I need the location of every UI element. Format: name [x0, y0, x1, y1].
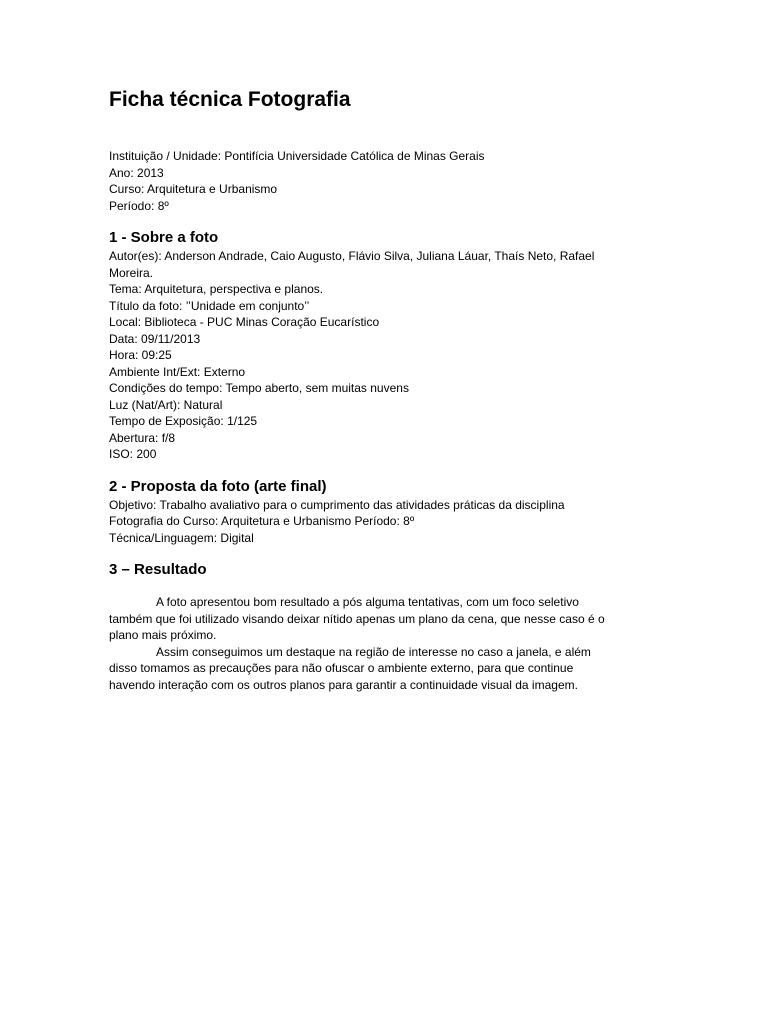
aperture-line: Abertura: f/8	[109, 430, 176, 445]
photo-title-line: Título da foto: ’’Unidade em conjunto’’	[109, 298, 310, 313]
weather-line: Condições do tempo: Tempo aberto, sem muitas nuvens	[109, 381, 409, 395]
exposure-line: Tempo de Exposição: 1/125	[109, 414, 258, 428]
section-heading: 1 - Sobre a foto	[109, 229, 219, 246]
time-line: Hora: 09:25	[109, 348, 172, 362]
course-line: Curso: Arquitetura e Urbanismo	[109, 182, 278, 196]
authors-line: Autor(es): Anderson Andrade, Caio Augusto, Flávio Silva, Juliana Láuar, Thaís Neto, Rafael	[109, 249, 595, 263]
objective-line: Objetivo: Trabalho avaliativo para o cumprimento das atividades práticas da disciplina	[109, 497, 565, 512]
environment-line: Ambiente Int/Ext: Externo	[109, 364, 246, 379]
section-heading: 3 – Resultado	[109, 561, 207, 578]
technique-line: Técnica/Linguagem: Digital	[109, 530, 254, 545]
section-proposal	[109, 477, 618, 547]
result-paragraph: A foto apresentou bom resultado a pós alguma tentativas, com um foco seletivo também que foi utilizado visando deixar nítido apenas um plano da cena, que nesse caso é o plano mais próximo.	[109, 595, 605, 642]
date-line: Data: 09/11/2013	[109, 331, 201, 346]
period-line: Período: 8º	[109, 198, 169, 213]
location-line: Local: Biblioteca - PUC Minas Coração Eucarístico	[109, 315, 380, 329]
iso-line: ISO: 200	[109, 447, 157, 461]
light-line: Luz (Nat/Art): Natural	[109, 397, 223, 412]
section-result	[109, 560, 618, 693]
theme-line: Tema: Arquitetura, perspectiva e planos.	[109, 282, 324, 296]
institution-line: Instituição / Unidade: Pontifícia Universidade Católica de Minas Gerais	[109, 149, 485, 163]
year-line: Ano: 2013	[109, 165, 164, 180]
course-discipline-line: Fotografia do Curso: Arquitetura e Urbanismo Período: 8º	[109, 514, 415, 528]
authors-line-continued: Moreira.	[109, 265, 154, 280]
header-info	[109, 148, 618, 214]
section-about-photo	[109, 228, 618, 463]
document-title: Ficha técnica Fotografia	[109, 88, 351, 111]
result-paragraph: Assim conseguimos um destaque na região de interesse no caso a janela, e além disso tomamos as precauções para não ofuscar o ambiente externo, para que continue havendo interação com os outros planos para garantir a continuidade visual da imagem.	[109, 644, 591, 692]
section-heading: 2 - Proposta da foto (arte final)	[109, 477, 327, 495]
